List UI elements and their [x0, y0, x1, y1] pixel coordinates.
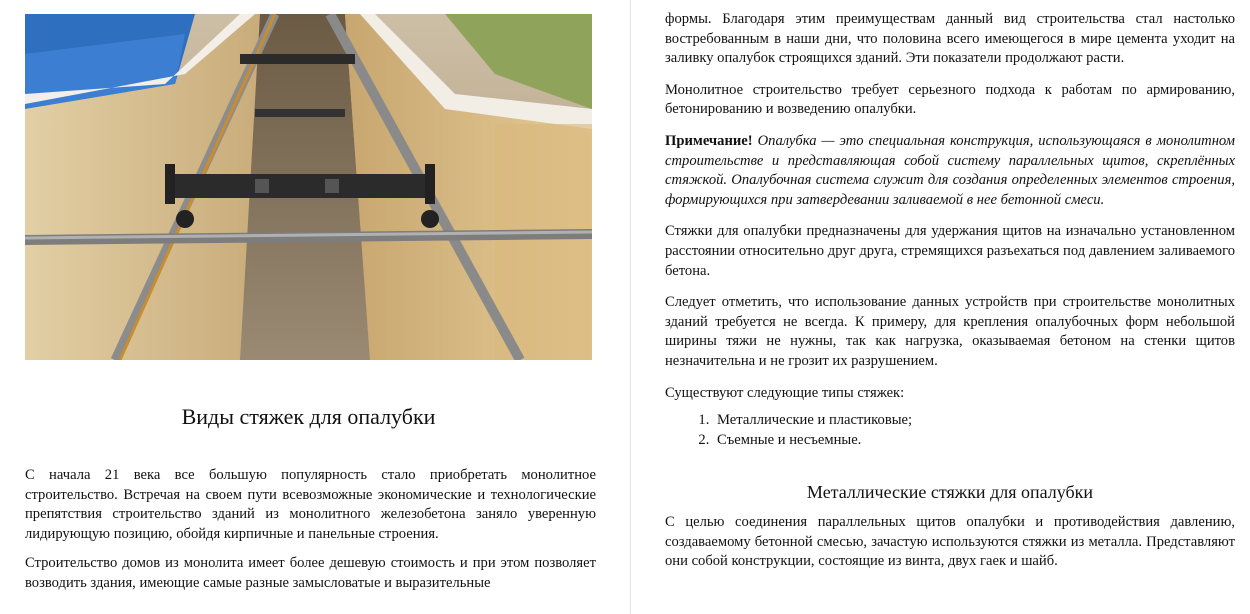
right-column: [665, 11, 1235, 584]
page-divider: [630, 0, 631, 614]
paragraph: Строительство домов из монолита имеет более дешевую стоимость и при этом позволяет возводить здания, имеющие самые разные замысловатые и выразительные: [25, 555, 596, 591]
note-paragraph: [665, 132, 1235, 210]
paragraph: Стяжки для опалубки предназначены для удержания щитов на изначально установленном расстоянии относительно друг друга, стремящихся разъехаться под давлением заливаемого бетона.: [665, 223, 1235, 279]
list-item: 2. Съемные и несъемные.: [713, 431, 1235, 451]
paragraph: С начала 21 века все большую популярность стало приобретать монолитное строительство. Встречая на своем пути всевозможные экономические и технологические препятствия строительство зданий из монолитного железобетона заняло уверенную лидирующую позицию, обойдя кирпичные и панельные строения.: [25, 467, 596, 542]
note-text: Опалубка — это специальная конструкция, использующаяся в монолитном строительстве и представляющая собой систему параллельных щитов, скреплённых стяжкой. Опалубочная система служит для создания определенных элементов строения, формирующихся при затвердевании заливаемой в нее бетонной смеси.: [665, 132, 1235, 208]
paragraph: Существуют следующие типы стяжек:: [665, 384, 905, 401]
list-item: 1. Металлические и пластиковые;: [713, 411, 1235, 431]
tie-types-list: [665, 411, 1235, 450]
left-column: [25, 14, 596, 594]
subsection-heading: Металлические стяжки для опалубки: [806, 482, 1094, 503]
section-heading: Виды стяжек для опалубки: [181, 404, 436, 429]
paragraph: С целью соединения параллельных щитов опалубки и противодействия давлению, создаваемому бетонной смесью, зачастую используются стяжки из металла. Представляют они собой конструкции, состоящие из винта, двух гаек и шайб.: [665, 514, 1235, 570]
paragraph: Монолитное строительство требует серьезного подхода к работам по армированию, бетонированию и возведению опалубки.: [665, 81, 1235, 118]
paragraph: формы. Благодаря этим преимуществам данный вид строительства стал настолько востребованным в наши дни, что половина всего имеющегося в мире цемента уходит на заливку опалубок строящихся зданий. Эти показатели продолжают расти.: [665, 11, 1235, 67]
note-label: Примечание!: [665, 132, 753, 149]
formwork-photo: [25, 14, 592, 360]
paragraph: Следует отметить, что использование данных устройств при строительстве монолитных зданий требуется не всегда. К примеру, для крепления опалубочных форм небольшой ширины тяжи не нужны, так как нагрузка, оказываемая бетоном на стенки щитов незначительна и не грозит их разрушением.: [665, 294, 1235, 369]
